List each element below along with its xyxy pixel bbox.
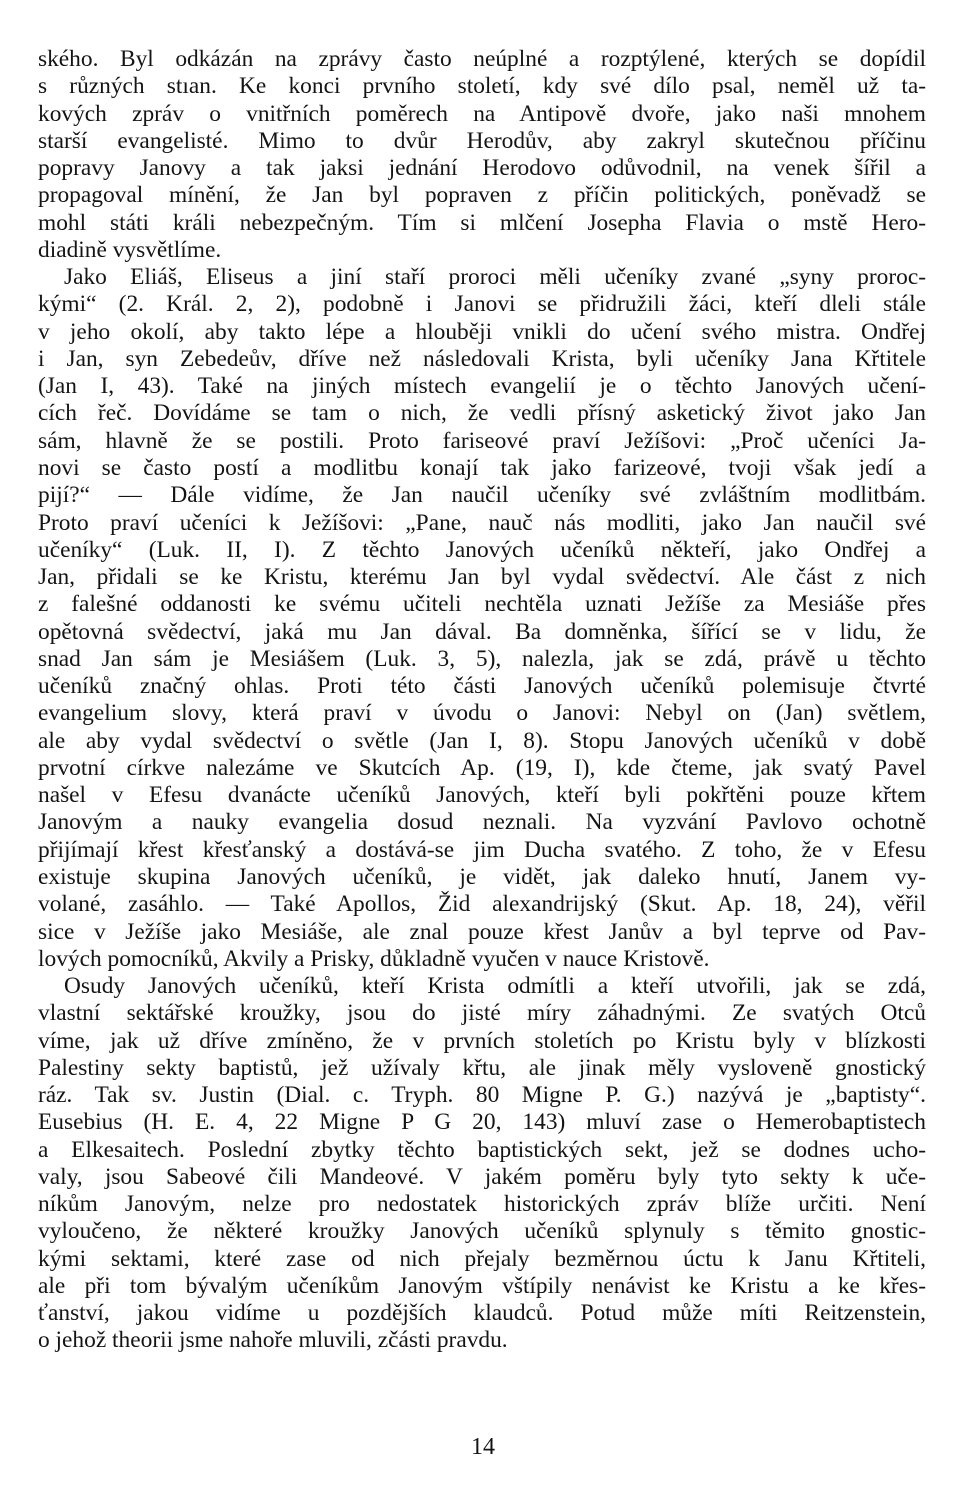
paragraph [38,973,926,1355]
text-line: o jehož theorii jsme nahoře mluvili, zčásti pravdu. [38,1327,508,1354]
text-line: ského. Byl odkázán na zprávy často neúplné a rozptýlené, kterých se dopídil [38,46,926,72]
text-line: valy, jsou Sabeové čili Mandeové. V jakém poměru byly tyto sekty k uče- [38,1163,926,1190]
text-line: s různých stıan. Ke konci prvního století, kdy své dílo psal, neměl už ta- [38,73,926,100]
text-line: existuje skupina Janových učeníků, je vidět, jak daleko hnutí, Janem vy- [38,863,926,890]
text-line: kových zpráv o vnitřních poměrech na Antipově dvoře, jako naši mnohem [38,100,926,127]
text-line: lových pomocníků, Akvily a Prisky, důkladně vyučen v nauce Kristově. [38,945,710,972]
text-line: Jako Eliáš, Eliseus a jiní staří proroci měli učeníky zvané „syny proroc- [64,264,926,291]
text-line: pijí?“ — Dále vidíme, že Jan naučil učeníky své zvláštním modlitbám. [38,482,926,509]
text-line: (Jan I, 43). Také na jiných místech evangelií je o těchto Janových učení- [38,373,926,400]
text-line: i Jan, syn Zebedeův, dříve než následovali Krista, byli učeníky Jana Křtitele [38,345,926,372]
text-line: Osudy Janových učeníků, kteří Krista odmítli a kteří utvořili, jak se zdá, [64,973,926,1000]
text-line: ráz. Tak sv. Justin (Dial. c. Tryph. 80 Migne P. G.) nazývá je „baptisty“. [38,1082,926,1109]
text-line: vyloučeno, že některé kroužky Janových učeníků splynuly s těmito gnostic- [38,1218,926,1245]
text-line: v jeho okolí, aby takto lépe a hlouběji vnikli do učení svého mistra. Ondřej [38,318,926,345]
text-line: starší evangelisté. Mimo to dvůr Herodův, aby zakryl skutečnou příčinu [38,127,926,154]
text-line: kými“ (2. Král. 2, 2), podobně i Janovi se přidružili žáci, kteří dleli stále [38,291,926,318]
text-line: sám, hlavně že se postili. Proto fariseové praví Ježíšovi: „Proč učeníci Ja- [38,427,926,454]
text-line: popravy Janovy a tak jaksi jednání Herodovo odůvodnil, na venek šířil a [38,155,926,182]
text-line: kými sektami, které zase od nich přejaly bezměrnou úctu k Janu Křtiteli, [38,1245,926,1272]
text-line: snad Jan sám je Mesiášem (Luk. 3, 5), nalezla, jak se zdá, právě u těchto [38,645,926,672]
text-line: Proto praví učeníci k Ježíšovi: „Pane, nauč nás modliti, jako Jan naučil své [38,509,926,536]
text-line: opětovná svědectví, jaká mu Jan dával. Ba domněnka, šířící se v lidu, že [38,618,926,645]
text-line: Palestiny sekty baptistů, jež užívaly křtu, ale jinak měly vysloveně gnostický [38,1054,926,1081]
page-text [38,46,926,1355]
text-line: vlastní sektářské kroužky, jsou do jisté míry záhadnými. Ze svatých Otců [38,1000,926,1027]
text-line: sice v Ježíše jako Mesiáše, ale znal pouze křest Janův a byl teprve od Pav- [38,918,926,945]
text-line: ale při tom bývalým učeníkům Janovým vštípily nenávist ke Kristu a ke křes- [38,1272,926,1299]
text-line: propagoval mínění, že Jan byl popraven z příčin politických, poněvadž se [38,182,926,209]
text-line: Jan, přidali se ke Kristu, kterému Jan byl vydal svědectví. Ale část z nich [38,564,926,591]
text-line: cích řeč. Dovídáme se tam o nich, že vedli přísný asketický život jako Jan [38,400,926,427]
text-line: ťanství, jakou vidíme u pozdějších klaudců. Potud může míti Reitzenstein, [38,1300,926,1327]
text-line: víme, jak už dříve zmíněno, že v prvních stoletích po Kristu byly v blízkosti [38,1027,926,1054]
text-line: evangelium slovy, která praví v úvodu o Janovi: Nebyl on (Jan) světlem, [38,700,926,727]
text-line: novi se často postí a modlitbu konají tak jako farizeové, tvoji však jedí a [38,454,926,481]
text-line: Janovým a nauky evangelia dosud neznali. Na vyzvání Pavlovo ochotně [38,809,926,836]
text-line: učeníků značný ohlas. Proti této části Janových učeníků polemisuje čtvrté [38,673,926,700]
paragraph [38,264,926,973]
text-line: prvotní církve nalezáme ve Skutcích Ap. (19, I), kde čteme, jak svatý Pavel [38,754,926,781]
text-line: mohl státi králi nebezpečným. Tím si mlčení Josepha Flavia o mstě Hero- [38,209,926,236]
text-line: níkům Janovým, nelze pro nedostatek historických zpráv blíže určiti. Není [38,1191,926,1218]
text-line: z falešné oddanosti ke svému učiteli nechtěla uznati Ježíše za Mesiáše přes [38,591,926,618]
page-number: 14 [471,1434,495,1460]
text-line: ale aby vydal svědectví o světle (Jan I, 8). Stopu Janových učeníků v době [38,727,926,754]
text-line: a Elkesaitech. Poslední zbytky těchto baptistických sekt, jež se dodnes ucho- [38,1136,926,1163]
text-line: Eusebius (H. E. 4, 22 Migne P G 20, 143) mluví zase o Hemerobaptistech [38,1109,926,1136]
text-line: učeníky“ (Luk. II, I). Z těchto Janových učeníků někteří, jako Ondřej a [38,536,926,563]
text-line: diadině vysvětlíme. [38,236,222,263]
text-line: volané, zasáhlo. — Také Apollos, Žid alexandrijský (Skut. Ap. 18, 24), věřil [38,891,926,918]
paragraph [38,46,926,264]
text-line: našel v Efesu dvanácte učeníků Janových, kteří byli pokřtěni pouze křtem [38,782,926,809]
text-line: přijímají křest křesťanský a dostává-se jim Ducha svatého. Z toho, že v Efesu [38,836,926,863]
